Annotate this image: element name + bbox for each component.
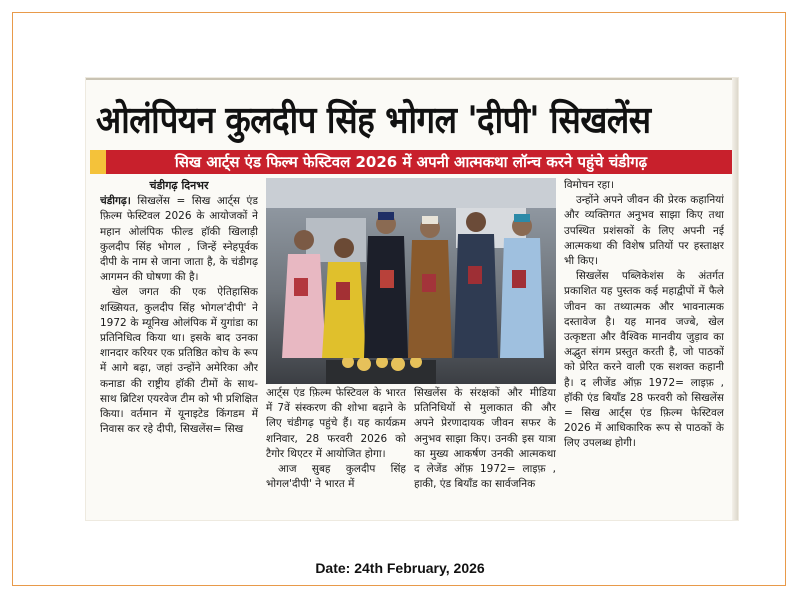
subheadline: सिख आर्ट्स एंड फिल्म फेस्टिवल 2026 में अपनी आत्मकथा लॉन्च करने पहुंचे चंडीगढ़ bbox=[174, 153, 648, 171]
article-column-middle-2 bbox=[414, 386, 556, 516]
date-caption: Date: 24th February, 2026 bbox=[315, 560, 485, 576]
clipping-top-rule bbox=[86, 78, 738, 80]
article-photo bbox=[266, 178, 556, 384]
left-paragraph-2: खेल जगत की एक ऐतिहासिक शख्सियत, कुलदीप सिंह भोगल'दीपी' ने 1972 के म्यूनिख ओलंपिक में युगांडा का प्रतिनिधित्व किया था। इसके बाद उनका शानदार करियर एक प्रतिष्ठित कोच के रूप में आगे बढ़ा, जहां उन्होंने अमेरिका और कनाडा की राष्ट्रीय हॉकी टीमों के साथ-साथ ब्रिटिश एयरवेज टीम को भी प्रशिक्षित किया। वर्तमान में यूनाइटेड किंगडम में निवास कर रहे दीपी, सिखलेंस= सिख bbox=[100, 286, 258, 436]
headline: ओलंपियन कुलदीप सिंह भोगल 'दीपी' सिखलेंस bbox=[96, 97, 651, 142]
event-photo-illustration bbox=[266, 178, 556, 384]
byline: चंडीगढ़ दिनभर bbox=[149, 179, 209, 192]
article-column-left bbox=[100, 178, 258, 516]
right-paragraph-3: सिखलेंस पब्लिकेशंस के अंतर्गत प्रकाशित यह पुस्तक कई महाद्वीपों में फैले जीवन का तथ्यात्मक और भावनात्मक दस्तावेज है। यह मानव जज्बे, खेल उत्कृष्टता और वैश्विक मानवीय जुड़ाव का अद्भुत संगम प्रस्तुत करती है, जो पाठकों को प्रेरित करने वाली एक सशक्त कहानी है। द लीजेंड ऑफ़ 1972= लाइफ़ , हॉकी एंड बियॉंड 28 फरवरी को सिखलेंस = सिख आर्ट्स एंड फ़िल्म फेस्टिवल 2026 में आधिकारिक रूप से पाठकों के लिए उपलब्ध होगी। bbox=[564, 270, 724, 450]
newspaper-clipping bbox=[86, 78, 738, 520]
banner-accent bbox=[90, 150, 106, 174]
article-column-right bbox=[564, 178, 724, 516]
mid2-paragraph-1: सिखलेंस के संरक्षकों और मीडिया प्रतिनिधियों से मुलाकात की और अपने प्रेरणादायक जीवन सफर के अनुभव साझा किए। उनकी इस यात्रा का मुख्य आकर्षण उनकी आत्मकथा द लेजेंड ऑफ़ 1972= लाइफ़ , हाकी, एंड बियॉंड का सार्वजनिक bbox=[414, 387, 556, 491]
right-paragraph-2: उन्होंने अपने जीवन की प्रेरक कहानियां और व्यक्तिगत अनुभव साझा किए तथा उपस्थित प्रशंसकों के लिए अपनी नई आत्मकथा की विशेष प्रतियों पर हस्ताक्षर भी किए। bbox=[564, 194, 724, 268]
right-paragraph-1: विमोचन रहा। bbox=[564, 179, 614, 191]
subheadline-banner bbox=[90, 150, 732, 174]
left-paragraph-1: सिखलेंस = सिख आर्ट्स एंड फ़िल्म फेस्टिवल 2026 के आयोजकों ने महान ओलंपिक फील्ड हॉकी खिलाड़ी कुलदीप सिंह भोगल , जिन्हें स्नेहपूर्वक दीपी के नाम से जाना जाता है, के चंडीगढ़ आगमन की घोषणा की है। bbox=[100, 195, 258, 284]
dateline: चंडीगढ़। bbox=[100, 195, 131, 208]
clipping-edge-shadow bbox=[732, 78, 738, 520]
mid1-paragraph-1: आर्ट्स एंड फ़िल्म फेस्टिवल के भारत में 7वें संस्करण की शोभा बढ़ाने के लिए चंडीगढ़ पहुंचे हैं। यह कार्यक्रम शनिवार, 28 फरवरी 2026 को टैगोर थिएटर में आयोजित होगा। bbox=[266, 387, 406, 460]
article-column-middle-1 bbox=[266, 386, 406, 516]
mid1-paragraph-2: आज सुबह कुलदीप सिंह भोगल'दीपी' ने भारत में bbox=[266, 463, 406, 491]
